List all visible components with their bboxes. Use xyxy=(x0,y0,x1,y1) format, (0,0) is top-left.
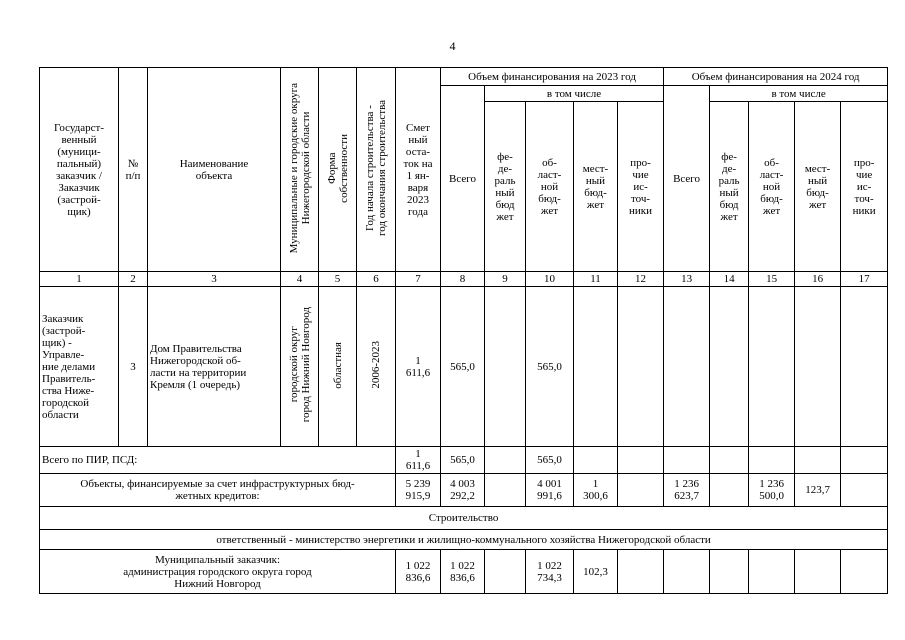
col-number: 15 xyxy=(749,272,795,287)
infra-local-2024: 123,7 xyxy=(795,474,841,507)
financing-table xyxy=(39,67,888,594)
object-regional-2023: 565,0 xyxy=(526,287,574,447)
object-total-2023: 565,0 xyxy=(441,287,485,447)
object-customer: Заказчик (застрой- щик) - Управле- ние делами Правитель- ства Ниже- городской области xyxy=(40,287,119,447)
header-object-name: Наименование объекта xyxy=(148,68,281,272)
total-pir-regional-2023: 565,0 xyxy=(526,447,574,474)
col-number: 13 xyxy=(664,272,710,287)
header-incl-2023: в том числе xyxy=(485,86,664,102)
object-other-2023 xyxy=(618,287,664,447)
header-local-2023: мест- ный бюд- жет xyxy=(574,102,618,272)
header-num: № п/п xyxy=(119,68,148,272)
col-number: 14 xyxy=(710,272,749,287)
header-customer: Государст- венный (муници- пальный) заказчик / Заказчик (застрой- щик) xyxy=(40,68,119,272)
object-regional-2024 xyxy=(749,287,795,447)
col-number: 9 xyxy=(485,272,526,287)
header-years: Год начала строительства - год окончания строительства xyxy=(357,68,396,272)
table-row-object xyxy=(40,287,888,447)
header-local-2024: мест- ный бюд- жет xyxy=(795,102,841,272)
object-federal-2024 xyxy=(710,287,749,447)
page-number: 4 xyxy=(449,39,456,53)
col-number: 16 xyxy=(795,272,841,287)
responsible-line: ответственный - министерство энергетики и жилищно-коммунального хозяйства Нижегородской области xyxy=(40,530,888,550)
col-number: 11 xyxy=(574,272,618,287)
municipal-estimate: 1 022 836,6 xyxy=(396,550,441,594)
header-regional-2024: об- ласт- ной бюд- жет xyxy=(749,102,795,272)
object-federal-2023 xyxy=(485,287,526,447)
col-number: 4 xyxy=(281,272,319,287)
infra-total-2023: 4 003 292,2 xyxy=(441,474,485,507)
col-number: 3 xyxy=(148,272,281,287)
header-fin-2024: Объем финансирования на 2024 год xyxy=(664,68,888,86)
col-number: 7 xyxy=(396,272,441,287)
object-district: городской округ город Нижний Новгород xyxy=(281,287,319,447)
object-other-2024 xyxy=(841,287,888,447)
header-other-2023: про- чие ис- точ- ники xyxy=(618,102,664,272)
object-local-2024 xyxy=(795,287,841,447)
total-pir-estimate: 1 611,6 xyxy=(396,447,441,474)
col-number: 17 xyxy=(841,272,888,287)
header-total-2024: Всего xyxy=(664,86,710,272)
header-district: Муниципальные и городские округа Нижегородской области xyxy=(281,68,319,272)
col-number: 2 xyxy=(119,272,148,287)
column-numbers-row xyxy=(40,272,888,287)
table-row-municipal xyxy=(40,550,888,594)
municipal-total-2023: 1 022 836,6 xyxy=(441,550,485,594)
infra-estimate: 5 239 915,9 xyxy=(396,474,441,507)
object-local-2023 xyxy=(574,287,618,447)
municipal-label: Муниципальный заказчик: администрация городского округа город Нижний Новгород xyxy=(40,550,396,594)
col-number: 12 xyxy=(618,272,664,287)
municipal-regional-2023: 1 022 734,3 xyxy=(526,550,574,594)
total-pir-total-2023: 565,0 xyxy=(441,447,485,474)
col-number: 1 xyxy=(40,272,119,287)
header-incl-2024: в том числе xyxy=(710,86,888,102)
header-ownership: Форма собственности xyxy=(319,68,357,272)
object-total-2024 xyxy=(664,287,710,447)
object-name: Дом Правительства Нижегородской об- ласти на территории Кремля (1 очередь) xyxy=(148,287,281,447)
object-estimate: 1 611,6 xyxy=(396,287,441,447)
header-federal-2023: фе- де- раль ный бюд жет xyxy=(485,102,526,272)
infra-total-2024: 1 236 623,7 xyxy=(664,474,710,507)
table-row-total-pir xyxy=(40,447,888,474)
header-total-2023: Всего xyxy=(441,86,485,272)
header-other-2024: про- чие ис- точ- ники xyxy=(841,102,888,272)
table-row-infra xyxy=(40,474,888,507)
header-fin-2023: Объем финансирования на 2023 год xyxy=(441,68,664,86)
total-pir-label: Всего по ПИР, ПСД: xyxy=(40,447,396,474)
object-ownership: областная xyxy=(319,287,357,447)
col-number: 5 xyxy=(319,272,357,287)
col-number: 6 xyxy=(357,272,396,287)
section-title: Строительство xyxy=(40,507,888,530)
object-num: 3 xyxy=(119,287,148,447)
infra-regional-2024: 1 236 500,0 xyxy=(749,474,795,507)
header-regional-2023: об- ласт- ной бюд- жет xyxy=(526,102,574,272)
col-number: 8 xyxy=(441,272,485,287)
municipal-local-2023: 102,3 xyxy=(574,550,618,594)
infra-regional-2023: 4 001 991,6 xyxy=(526,474,574,507)
col-number: 10 xyxy=(526,272,574,287)
infra-local-2023: 1 300,6 xyxy=(574,474,618,507)
object-years: 2006-2023 xyxy=(357,287,396,447)
header-estimate: Смет ный оста- ток на 1 ян- варя 2023 года xyxy=(396,68,441,272)
header-federal-2024: фе- де- раль ный бюд жет xyxy=(710,102,749,272)
infra-label: Объекты, финансируемые за счет инфраструктурных бюд- жетных кредитов: xyxy=(40,474,396,507)
